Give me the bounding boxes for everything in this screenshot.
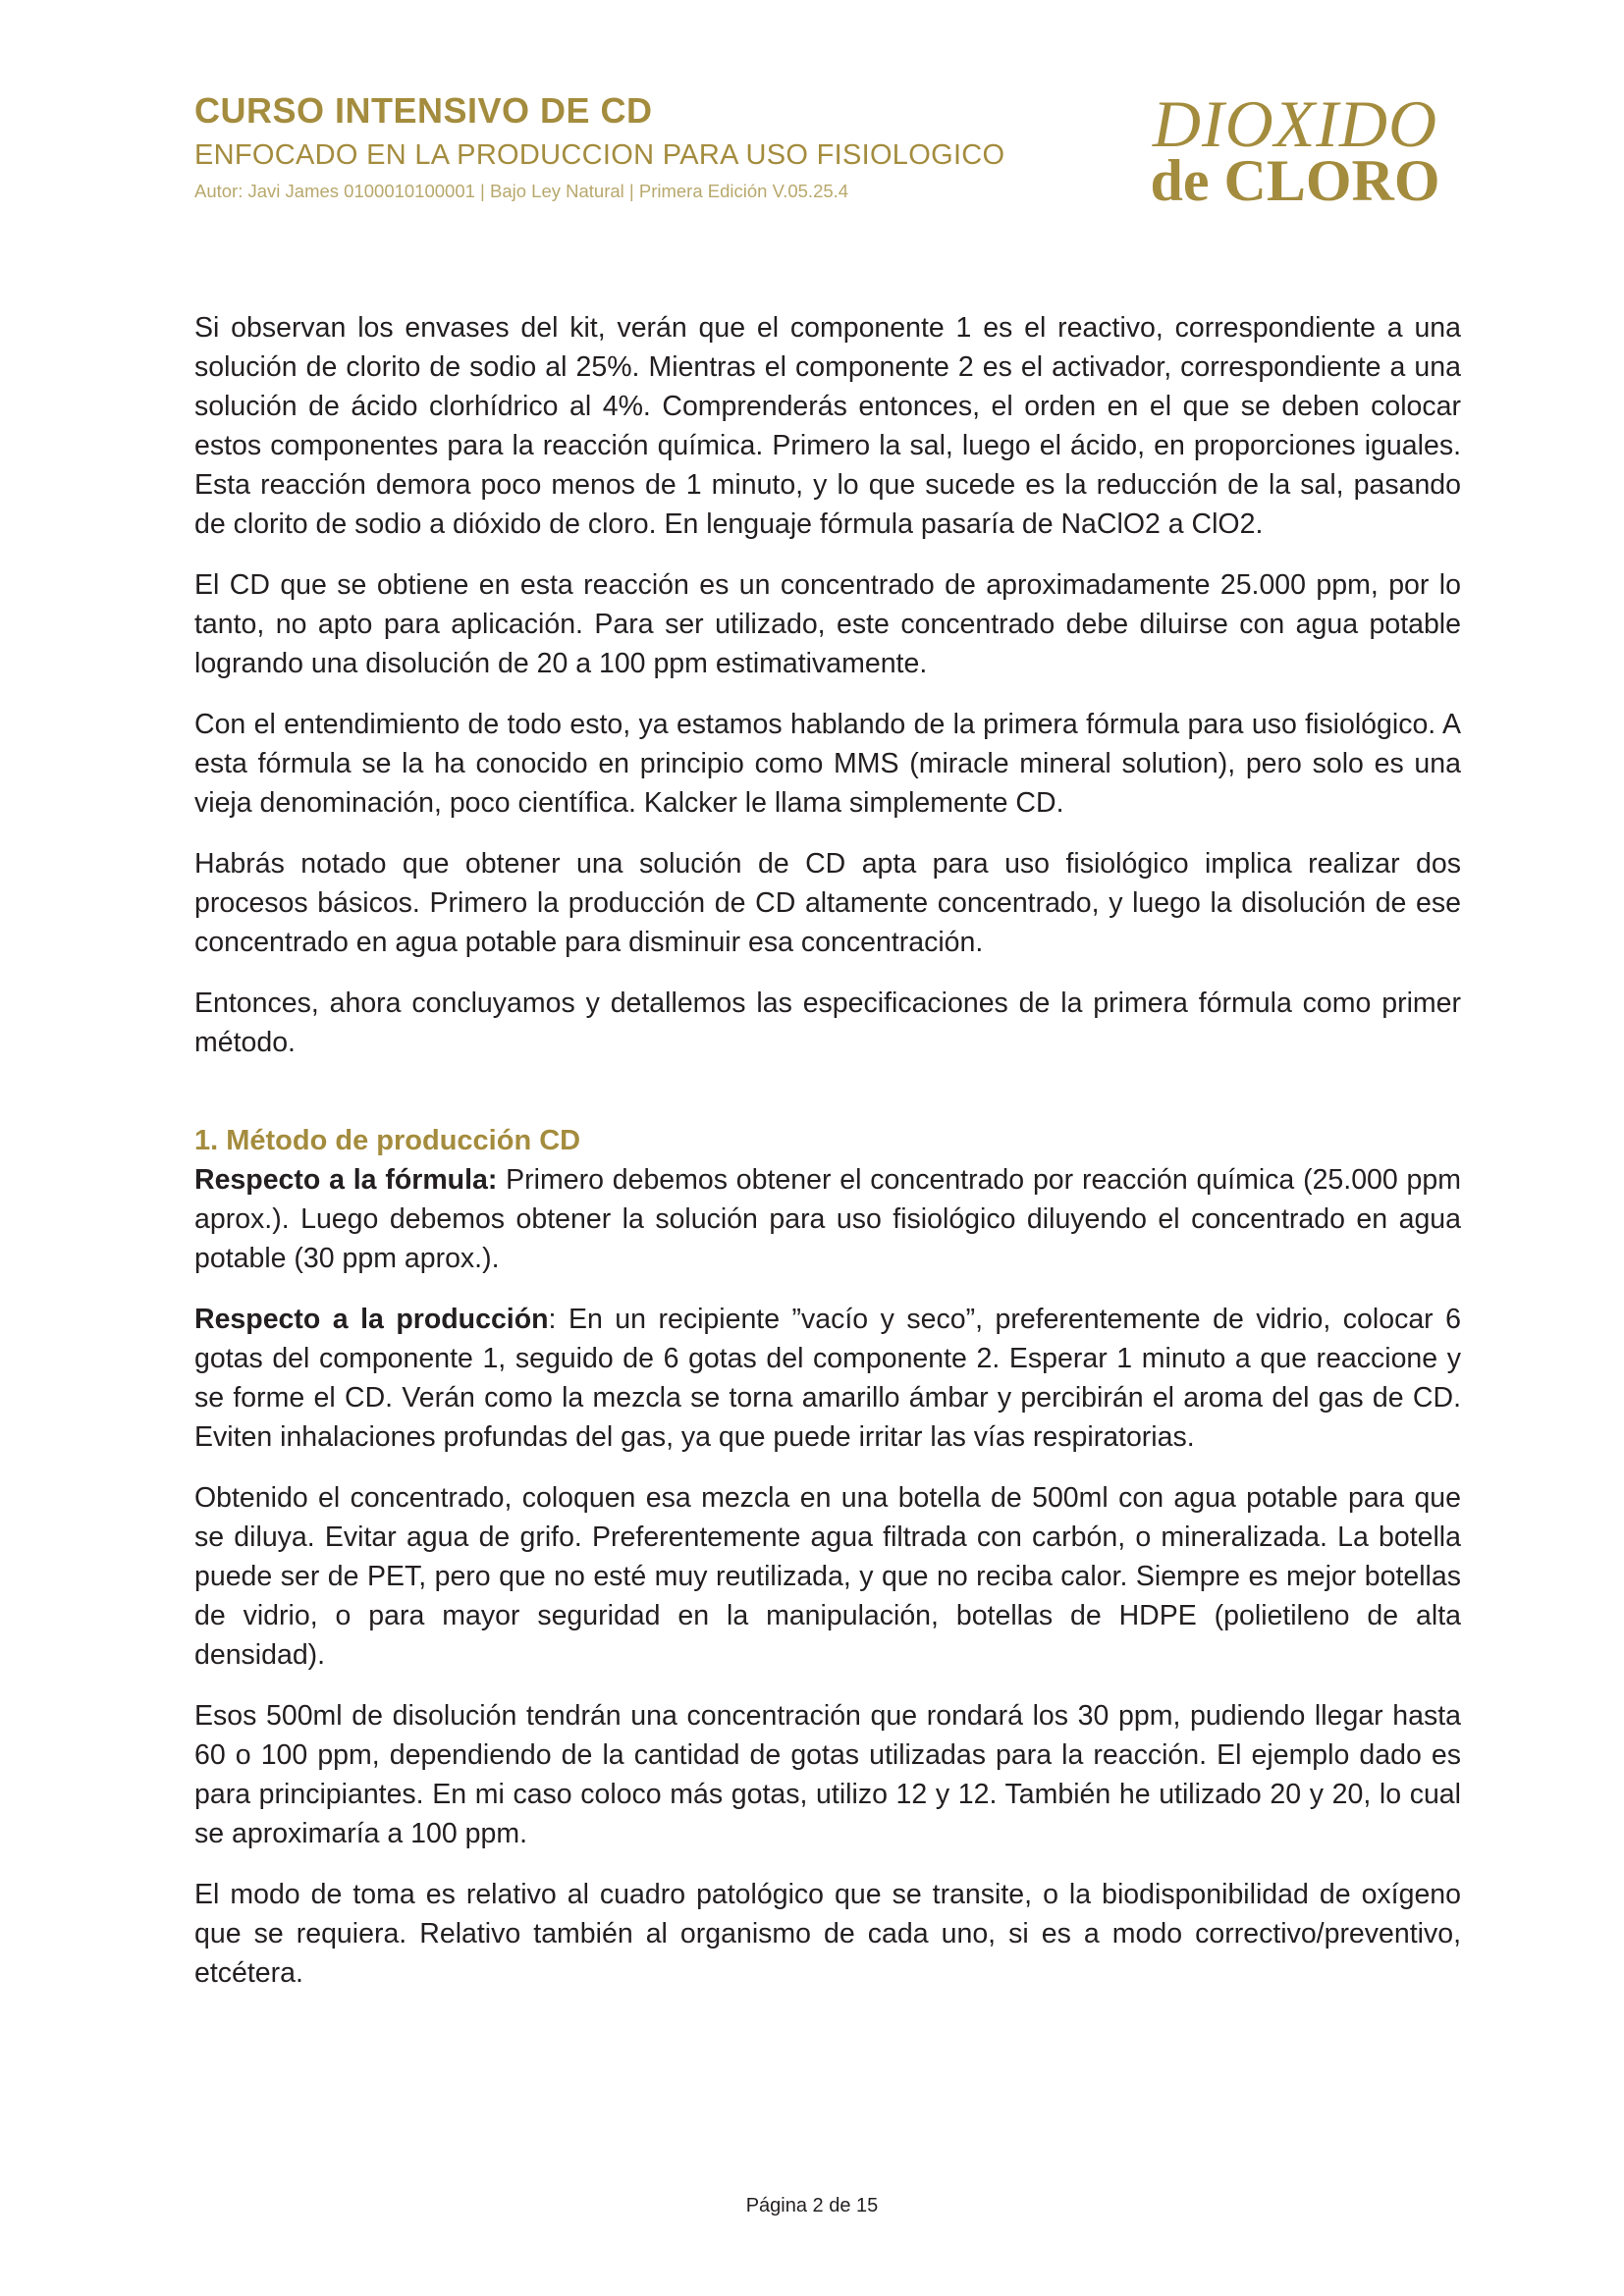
course-title: CURSO INTENSIVO DE CD bbox=[194, 90, 653, 131]
paragraph-dosage: El modo de toma es relativo al cuadro patológico que se transite, o la biodisponibilidad de oxígeno que se requiera. Relativo también al organismo de cada uno, si es a modo correctivo/preventivo, etcétera. bbox=[194, 1879, 1461, 1989]
paragraph-kit-components: Si observan los envases del kit, verán que el componente 1 es el reactivo, correspondiente a una solución de clorito de sodio al 25%. Mientras el componente 2 es el activador, correspondiente a una solución de ácido clorhídrico al 4%. Comprenderás entonces, el orden en el que se deben colocar estos componentes para la reacción química. Primero la sal, luego el ácido, en proporciones iguales. Esta reacción demora poco menos de 1 minuto, y lo que sucede es la reducción de la sal, pasando de clorito de sodio a dióxido de cloro. En lenguaje fórmula pasaría de NaClO2 a ClO2. bbox=[194, 312, 1461, 540]
paragraph-production bbox=[194, 1300, 1461, 1457]
page-content bbox=[194, 308, 1461, 2014]
paragraph-first-formula: Con el entendimiento de todo esto, ya estamos hablando de la primera fórmula para uso fisiológico. A esta fórmula se la ha conocido en principio como MMS (miracle mineral solution), pero solo es una vieja denominación, poco científica. Kalcker le llama simplemente CD. bbox=[194, 709, 1461, 819]
brand-logo bbox=[1129, 86, 1461, 213]
page-header bbox=[194, 86, 1461, 228]
paragraph-two-processes: Habrás notado que obtener una solución de CD apta para uso fisiológico implica realizar dos procesos básicos. Primero la producción de CD altamente concentrado, y luego la disolución de ese concentrado en agua potable para disminuir esa concentración. bbox=[194, 848, 1461, 958]
section-heading: 1. Método de producción CD bbox=[194, 1125, 581, 1156]
paragraph-dilution: Obtenido el concentrado, coloquen esa mezcla en una botella de 500ml con agua potable para que se diluya. Evitar agua de grifo. Preferentemente agua filtrada con carbón, o mineralizada. La botella puede ser de PET, pero que no esté muy reutilizada, y que no reciba calor. Siempre es mejor botellas de vidrio, o para mayor seguridad en la manipulación, botellas de HDPE (polietileno de alta densidad). bbox=[194, 1482, 1461, 1671]
author-line: Autor: Javi James 0100010100001 | Bajo Ley Natural | Primera Edición V.05.25.4 bbox=[194, 181, 849, 201]
production-label: Respecto a la producción bbox=[194, 1304, 549, 1335]
paragraph-concentrate: El CD que se obtiene en esta reacción es un concentrado de aproximadamente 25.000 ppm, por lo tanto, no apto para aplicación. Para ser utilizado, este concentrado debe diluirse con agua potable logrando una disolución de 20 a 100 ppm estimativamente. bbox=[194, 569, 1461, 679]
page-number: Página 2 de 15 bbox=[745, 2195, 879, 2216]
course-subtitle: ENFOCADO EN LA PRODUCCION PARA USO FISIOLOGICO bbox=[194, 139, 1005, 171]
paragraph-formula bbox=[194, 1160, 1461, 1278]
logo-line-1: DIOXIDO bbox=[1152, 86, 1438, 161]
logo-line-2: de CLORO bbox=[1150, 148, 1440, 213]
formula-text: Primero debemos obtener el concentrado por reacción química (25.000 ppm aprox.). Luego debemos obtener la solución para uso fisiológico diluyendo el concentrado en agua potable (30 ppm aprox.). bbox=[194, 1164, 1462, 1274]
paragraph-conclusion: Entonces, ahora concluyamos y detallemos las especificaciones de la primera fórmula como primer método. bbox=[194, 988, 1461, 1058]
formula-label: Respecto a la fórmula: bbox=[194, 1164, 498, 1196]
production-text: : En un recipiente ”vacío y seco”, preferentemente de vidrio, colocar 6 gotas del componente 1, seguido de 6 gotas del componente 2. Esperar 1 minuto a que reaccione y se forme el CD. Verán como la mezcla se torna amarillo ámbar y percibirán el aroma del gas de CD. Eviten inhalaciones profundas del gas, ya que puede irritar las vías respiratorias. bbox=[194, 1304, 1461, 1453]
paragraph-concentration: Esos 500ml de disolución tendrán una concentración que rondará los 30 ppm, pudiendo llegar hasta 60 o 100 ppm, dependiendo de la cantidad de gotas utilizadas para la reacción. El ejemplo dado es para principiantes. En mi caso coloco más gotas, utilizo 12 y 12. También he utilizado 20 y 20, lo cual se aproximaría a 100 ppm. bbox=[194, 1700, 1461, 1849]
